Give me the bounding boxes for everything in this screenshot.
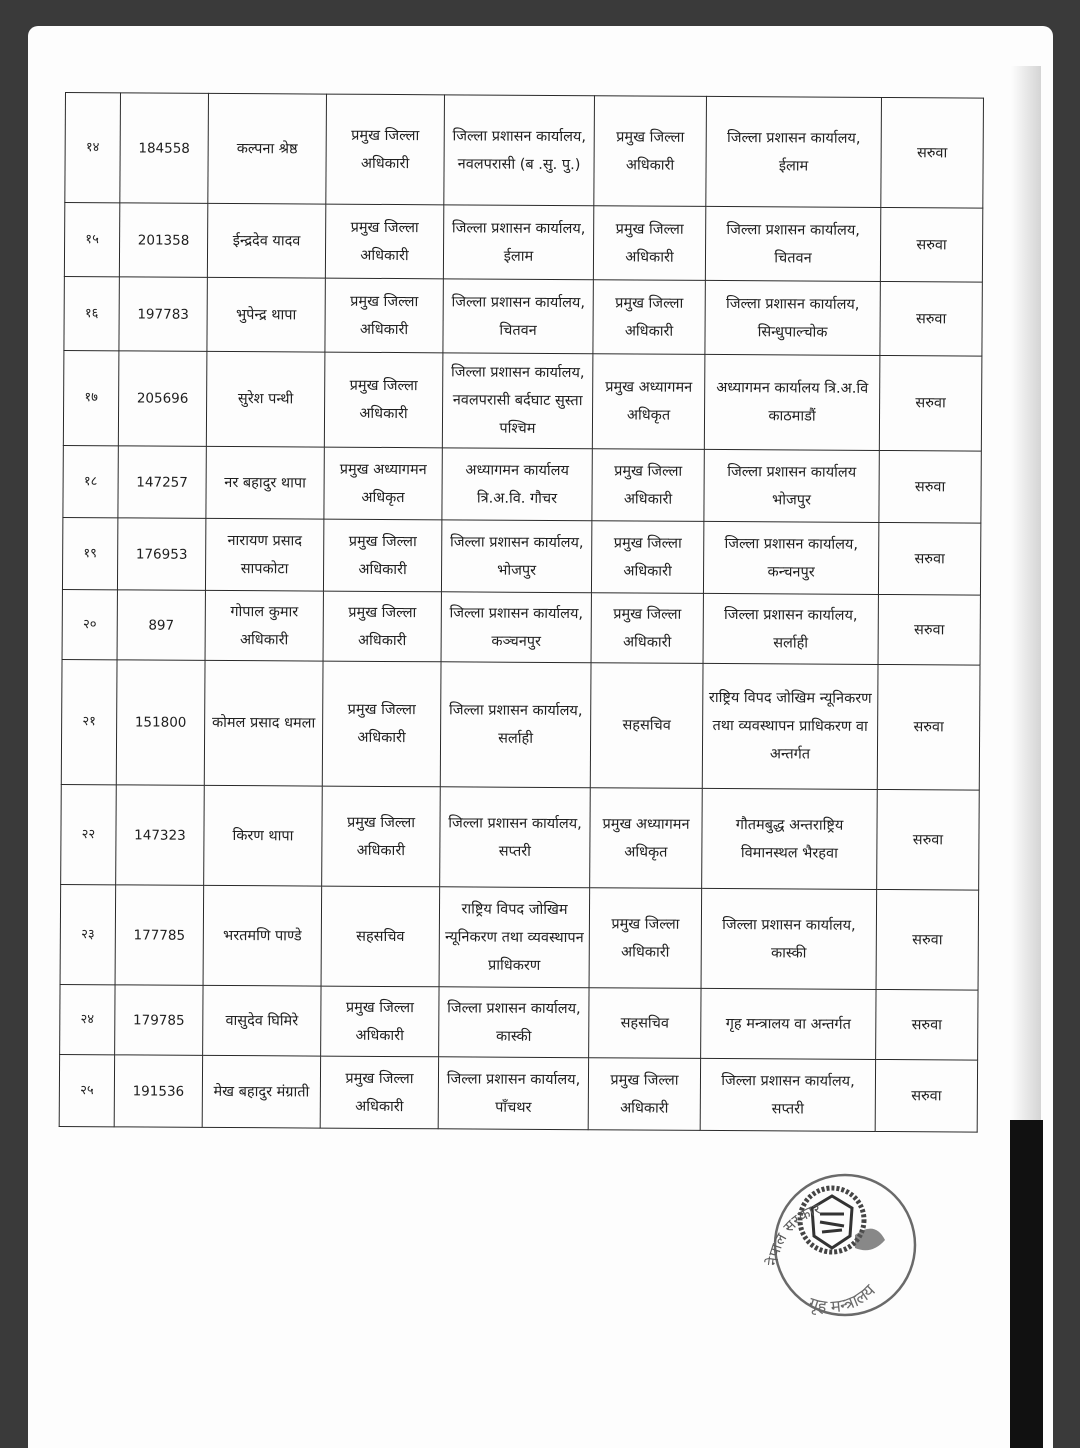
current-office-cell: जिल्ला प्रशासन कार्यालय, भोजपुर: [441, 520, 591, 593]
new-post-cell: प्रमुख अध्यागमन अधिकृत: [590, 788, 703, 889]
new-post-cell: प्रमुख जिल्ला अधिकारी: [591, 593, 703, 664]
employee-id-cell: 205696: [118, 351, 207, 447]
employee-name-cell: नर बहादुर थापा: [206, 446, 324, 519]
employee-name-cell: नारायण प्रसाद सापकोटा: [205, 518, 323, 591]
page-edge-shadow: [1010, 1120, 1043, 1448]
current-office-cell: जिल्ला प्रशासन कार्यालय, कास्की: [439, 987, 589, 1058]
current-post-cell: प्रमुख जिल्ला अधिकारी: [320, 1056, 438, 1129]
new-post-cell: प्रमुख जिल्ला अधिकारी: [593, 280, 705, 355]
new-office-cell: जिल्ला प्रशासन कार्यालय, ईलाम: [706, 96, 882, 207]
employee-id-cell: 201358: [119, 203, 207, 278]
table-row: [62, 589, 980, 665]
employee-name-cell: भुपेन्द्र थापा: [207, 277, 325, 352]
employee-id-cell: 179785: [115, 985, 203, 1056]
new-office-cell: जिल्ला प्रशासन कार्यालय, चितवन: [705, 206, 880, 281]
table-row: [65, 93, 984, 209]
remark-cell: सरुवा: [880, 207, 982, 282]
remark-cell: सरुवा: [876, 989, 978, 1060]
new-office-cell: गौतमबुद्ध अन्तराष्ट्रिय विमानस्थल भैरहवा: [702, 788, 878, 889]
employee-id-cell: 184558: [120, 93, 209, 204]
remark-cell: सरुवा: [878, 594, 980, 665]
seal-text-bottom: गृह मन्त्रालय: [806, 1280, 880, 1318]
employee-id-cell: 897: [117, 590, 205, 661]
employee-name-cell: ईन्द्रदेव यादव: [207, 203, 325, 278]
current-post-cell: प्रमुख जिल्ला अधिकारी: [322, 661, 441, 787]
employee-id-cell: 147323: [116, 785, 205, 886]
current-office-cell: जिल्ला प्रशासन कार्यालय, पाँचथर: [438, 1057, 588, 1130]
serial-number-cell: २२: [61, 784, 117, 884]
svg-text:गृह मन्त्रालय: [800, 1266, 883, 1330]
current-office-cell: जिल्ला प्रशासन कार्यालय, सर्लाही: [440, 662, 591, 788]
new-office-cell: राष्ट्रिय विपद जोखिम न्यूनिकरण तथा व्यवस्थापन प्राधिकरण वा अन्तर्गत: [702, 663, 878, 789]
employee-id-cell: 176953: [117, 518, 205, 591]
remark-cell: सरुवा: [877, 789, 980, 890]
serial-number-cell: २१: [61, 659, 117, 784]
new-post-cell: प्रमुख जिल्ला अधिकारी: [589, 888, 702, 989]
table-body: [59, 93, 983, 1133]
serial-number-cell: १५: [64, 203, 119, 277]
new-office-cell: जिल्ला प्रशासन कार्यालय भोजपुर: [704, 449, 879, 522]
remark-cell: सरुवा: [876, 889, 979, 990]
employee-name-cell: मेख बहादुर मंग्राती: [202, 1055, 320, 1128]
employee-name-cell: वासुदेव घिमिरे: [203, 985, 321, 1056]
transfer-table: [59, 92, 984, 1133]
new-office-cell: जिल्ला प्रशासन कार्यालय, कन्चनपुर: [703, 521, 878, 594]
serial-number-cell: २५: [59, 1054, 114, 1126]
current-post-cell: प्रमुख जिल्ला अधिकारी: [321, 986, 439, 1057]
current-post-cell: प्रमुख जिल्ला अधिकारी: [323, 591, 441, 662]
current-office-cell: राष्ट्रिय विपद जोखिम न्यूनिकरण तथा व्यवस्थापन प्राधिकरण: [439, 887, 590, 988]
remark-cell: सरुवा: [878, 522, 980, 595]
government-seal-stamp: [760, 1160, 930, 1330]
serial-number-cell: २३: [60, 884, 116, 984]
svg-text:नेपाल सरकार: [760, 1195, 837, 1275]
new-post-cell: प्रमुख जिल्ला अधिकारी: [591, 521, 703, 594]
employee-name-cell: गोपाल कुमार अधिकारी: [205, 590, 323, 661]
current-office-cell: जिल्ला प्रशासन कार्यालय, नवलपरासी (ब .सु. पु.): [444, 95, 595, 206]
new-office-cell: गृह मन्त्रालय वा अन्तर्गत: [701, 988, 876, 1059]
remark-cell: सरुवा: [879, 450, 981, 523]
current-post-cell: प्रमुख जिल्ला अधिकारी: [325, 204, 443, 279]
current-post-cell: प्रमुख अध्यागमन अधिकृत: [324, 447, 442, 520]
table-row: [63, 445, 981, 523]
new-post-cell: प्रमुख जिल्ला अधिकारी: [592, 449, 704, 522]
new-office-cell: अध्यागमन कार्यालय त्रि.अ.वि काठमाडौं: [704, 354, 880, 450]
new-office-cell: जिल्ला प्रशासन कार्यालय, सर्लाही: [703, 593, 878, 664]
table-row: [61, 784, 980, 890]
employee-name-cell: सुरेश पन्थी: [206, 351, 325, 447]
employee-id-cell: 177785: [115, 885, 204, 986]
new-office-cell: जिल्ला प्रशासन कार्यालय, कास्की: [701, 888, 877, 989]
new-post-cell: प्रमुख अध्यागमन अधिकृत: [592, 354, 705, 450]
employee-id-cell: 191536: [114, 1055, 202, 1128]
table-row: [59, 1054, 977, 1132]
new-post-cell: प्रमुख जिल्ला अधिकारी: [588, 1058, 700, 1131]
current-office-cell: अध्यागमन कार्यालय त्रि.अ.वि. गौचर: [442, 448, 592, 521]
seal-text-top: नेपाल सरकार: [763, 1199, 823, 1267]
serial-number-cell: २०: [62, 589, 117, 659]
current-post-cell: प्रमुख जिल्ला अधिकारी: [325, 278, 443, 353]
current-office-cell: जिल्ला प्रशासन कार्यालय, नवलपरासी बर्दघाट सुस्ता पश्चिम: [442, 353, 593, 449]
employee-name-cell: भरतमणि पाण्डे: [203, 885, 322, 986]
new-post-cell: सहसचिव: [590, 663, 703, 789]
employee-name-cell: किरण थापा: [204, 785, 323, 886]
serial-number-cell: १९: [62, 517, 117, 589]
serial-number-cell: १४: [65, 93, 121, 203]
new-post-cell: प्रमुख जिल्ला अधिकारी: [593, 206, 705, 281]
employee-name-cell: कोमल प्रसाद धमला: [204, 660, 323, 786]
employee-name-cell: कल्पना श्रेष्ठ: [208, 93, 327, 204]
employee-id-cell: 197783: [119, 277, 207, 352]
current-office-cell: जिल्ला प्रशासन कार्यालय, चितवन: [443, 279, 593, 354]
employee-id-cell: 151800: [116, 660, 205, 786]
new-post-cell: सहसचिव: [589, 988, 701, 1059]
serial-number-cell: १८: [63, 445, 118, 517]
current-post-cell: प्रमुख जिल्ला अधिकारी: [324, 352, 443, 448]
remark-cell: सरुवा: [881, 97, 984, 208]
current-post-cell: प्रमुख जिल्ला अधिकारी: [326, 94, 445, 205]
table-row: [62, 517, 980, 595]
new-office-cell: जिल्ला प्रशासन कार्यालय, सप्तरी: [700, 1058, 875, 1131]
table-row: [61, 659, 980, 790]
table-row: [64, 276, 982, 356]
table-row: [60, 984, 978, 1060]
serial-number-cell: २४: [60, 984, 115, 1054]
table-row: [60, 884, 979, 990]
table-row: [63, 350, 982, 451]
current-post-cell: सहसचिव: [321, 886, 440, 987]
remark-cell: सरुवा: [877, 664, 980, 790]
current-post-cell: प्रमुख जिल्ला अधिकारी: [323, 519, 441, 592]
remark-cell: सरुवा: [875, 1059, 977, 1132]
remark-cell: सरुवा: [880, 281, 982, 356]
current-office-cell: जिल्ला प्रशासन कार्यालय, कञ्चनपुर: [441, 592, 591, 663]
table-row: [64, 203, 982, 283]
employee-id-cell: 147257: [118, 446, 206, 519]
current-office-cell: जिल्ला प्रशासन कार्यालय, ईलाम: [443, 205, 593, 280]
new-post-cell: प्रमुख जिल्ला अधिकारी: [594, 96, 707, 207]
new-office-cell: जिल्ला प्रशासन कार्यालय, सिन्धुपाल्चोक: [705, 280, 880, 355]
serial-number-cell: १७: [63, 350, 119, 445]
serial-number-cell: १६: [64, 276, 119, 350]
current-office-cell: जिल्ला प्रशासन कार्यालय, सप्तरी: [440, 787, 591, 888]
remark-cell: सरुवा: [879, 355, 982, 451]
current-post-cell: प्रमुख जिल्ला अधिकारी: [322, 786, 441, 887]
